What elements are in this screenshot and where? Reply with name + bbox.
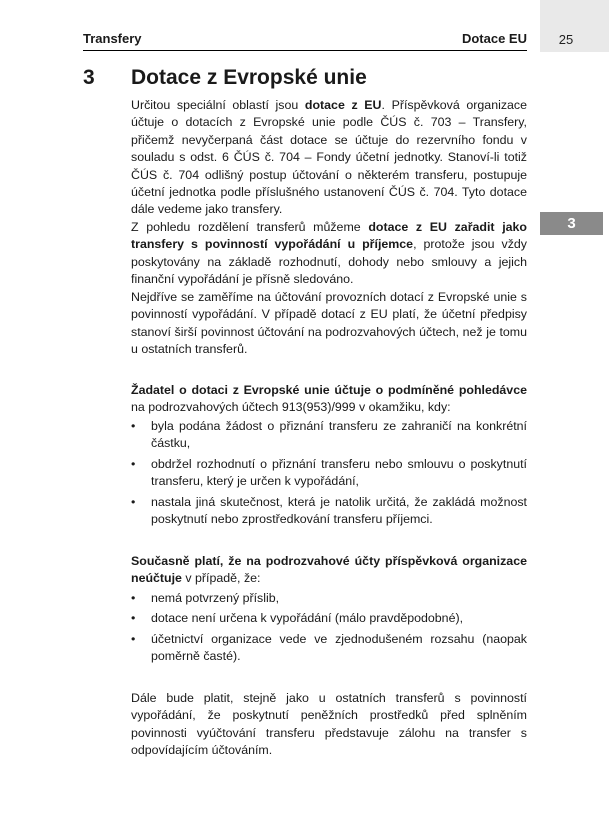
list-item: • nemá potvrzený příslib, xyxy=(131,590,527,607)
list-item: • dotace není určena k vypořádání (málo pravděpodobné), xyxy=(131,610,527,627)
running-header-title: Dotace EU xyxy=(461,31,527,46)
chapter-title: Dotace z Evropské unie xyxy=(131,66,367,89)
list-item: • nastala jiná skutečnost, která je natolik určitá, že zakládá možnost poskytnutí nebo zprostředkování transferu příjemci. xyxy=(131,494,527,529)
list-1 xyxy=(131,418,527,528)
running-header-section: Transfery xyxy=(83,31,142,46)
list-item: • obdržel rozhodnutí o přiznání transferu nebo smlouvu o poskytnutí transferu, který je určen k vypořádání, xyxy=(131,456,527,491)
chapter-thumb-tab: 3 xyxy=(540,212,603,235)
paragraph-1: Určitou speciální oblastí jsou dotace z EU. Příspěvková organizace účtuje o dotacích z Evropské unie podle ČÚS č. 703 – Transfery, přičemž nevyčerpaná část dotace se účtuje do rezervního fondu v souladu s odst. 6 ČÚS č. 704 – Fondy účetní jednotky. Stanoví-li totiž ČÚS č. 704 odlišný postup účtování o některém transferu, postupuje účetní jednotka podle příslušného ustanovení ČÚS č. 704. Tyto dotace dále vedeme jako transfery. xyxy=(131,98,528,217)
list-2 xyxy=(131,590,527,666)
paragraph-3: Nejdříve se zaměříme na účtování provozních dotací z Evropské unie s povinností vypořádání. V případě dotací z EU platí, že účetní předpisy stanoví širší povinnost účtování na podrozvahových účtech, než je tomu u ostatních transferů. xyxy=(131,290,527,357)
paragraph-6: Dále bude platit, stejně jako u ostatních transferů s povinností vypořádání, že poskytnutí peněžních prostředků před splněním povinnosti vyúčtování transferu představuje zálohu na transfer s odpovídajícím účtováním. xyxy=(131,691,527,758)
paragraph-4: Žadatel o dotaci z Evropské unie účtuje o podmíněné pohledávce na podrozvahových účtech 913(953)/999 v okamžiku, kdy: xyxy=(131,383,527,415)
chapter-number: 3 xyxy=(83,66,95,89)
paragraph-5: Současně platí, že na podrozvahové účty příspěvková organizace neúčtuje v případě, že: xyxy=(131,554,527,586)
header-rule xyxy=(83,50,527,51)
page-number: 25 xyxy=(558,32,574,47)
list-item: • účetnictví organizace vede ve zjednodušeném rozsahu (naopak poměrně časté). xyxy=(131,631,527,666)
paragraph-2: Z pohledu rozdělení transferů můžeme dotace z EU zařadit jako transfery s povinností vypořádání u příjemce, protože jsou vždy poskytovány na základě rozhodnutí, dohody nebo smlouvy a jejich finanční vypořádání je přísně sledováno. xyxy=(131,220,527,287)
list-item: • byla podána žádost o přiznání transferu ze zahraničí na konkrétní částku, xyxy=(131,418,527,453)
